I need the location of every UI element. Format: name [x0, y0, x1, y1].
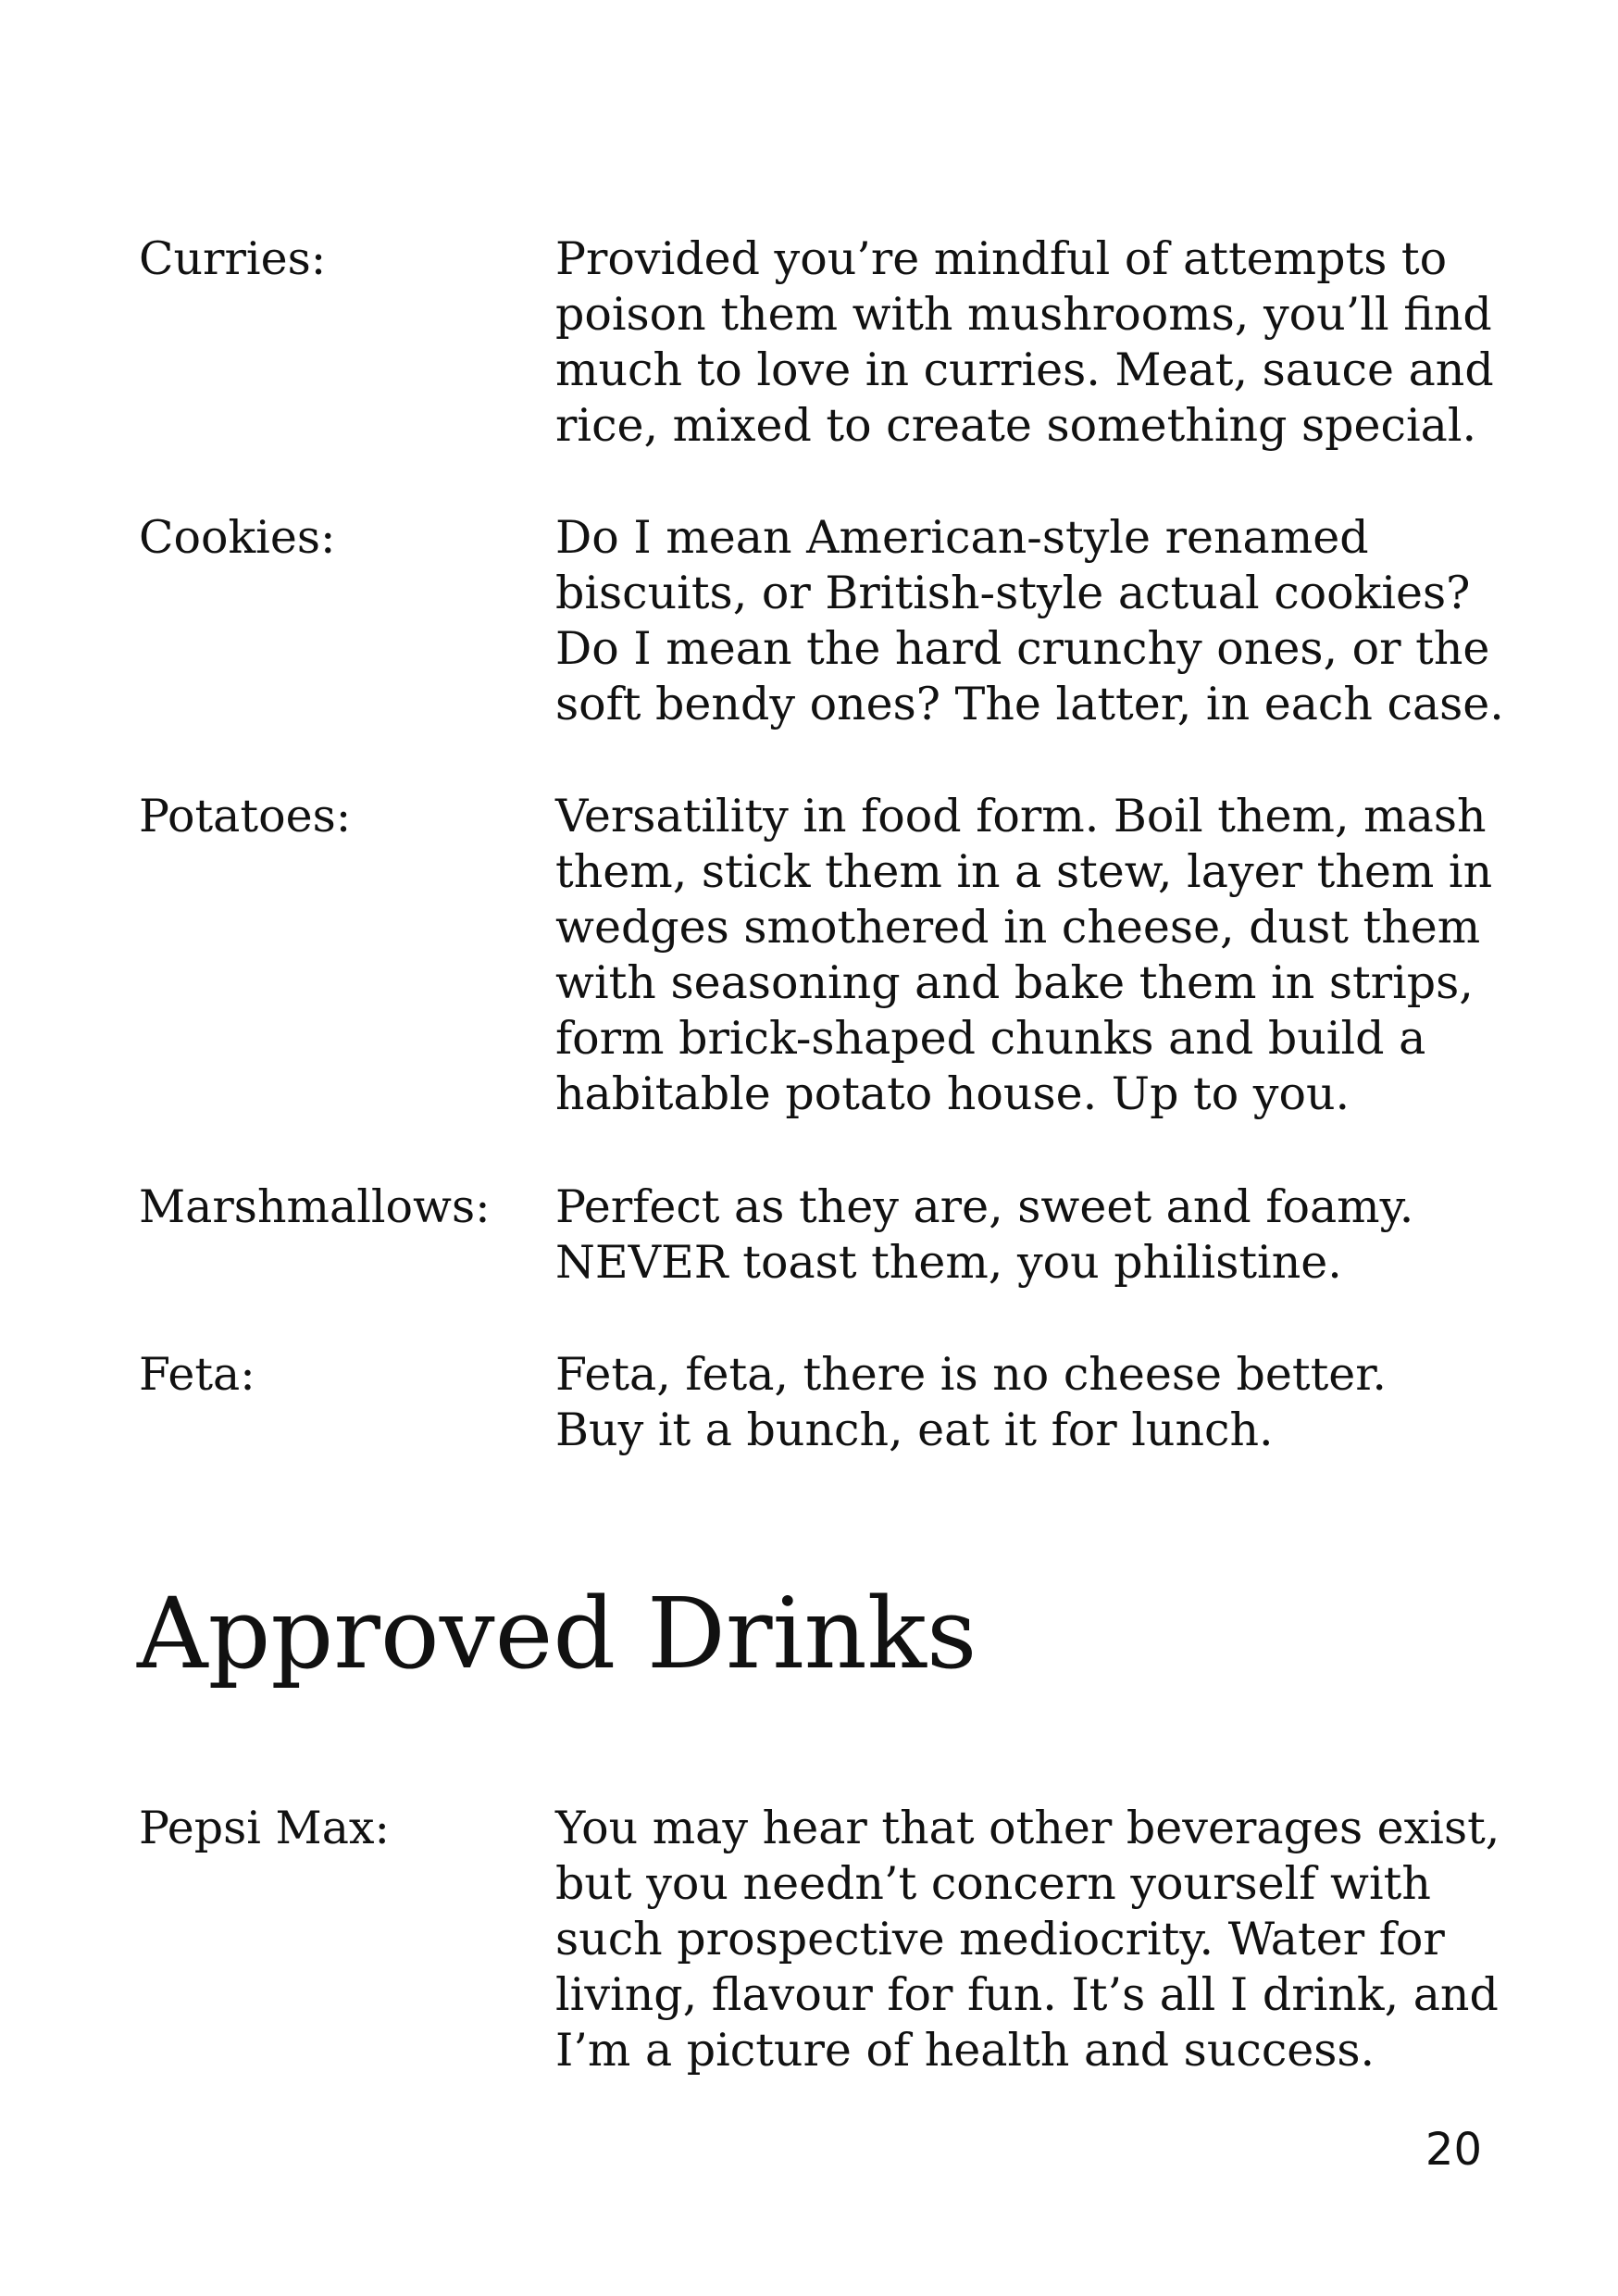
entry-line: Versatility in food form. Boil them, mash [555, 790, 1487, 842]
entry-line: Provided you’re mindful of attempts to [555, 232, 1448, 285]
entry-line: them, stick them in a stew, layer them in [555, 845, 1493, 898]
entry-line: Feta, feta, there is no cheese better. [555, 1348, 1387, 1401]
entry-description [555, 1347, 1490, 1458]
entry-label: Feta: [139, 1348, 255, 1401]
entry-line: NEVER toast them, you philistine. [555, 1236, 1342, 1289]
entry-line: I’m a picture of health and success. [555, 2024, 1375, 2077]
entry-description [555, 510, 1504, 732]
entry-label: Pepsi Max: [139, 1802, 391, 1854]
entry-line: Do I mean the hard crunchy ones, or the [555, 622, 1490, 675]
entry-line: but you needn’t concern yourself with [555, 1857, 1431, 1910]
entry-line: soft bendy ones? The latter, in each case. [555, 678, 1504, 730]
entry-line: such prospective mediocrity. Water for [555, 1913, 1445, 1965]
entry-line: Perfect as they are, sweet and foamy. [555, 1180, 1414, 1233]
entry-line: habitable potato house. Up to you. [555, 1067, 1350, 1120]
entry-line: wedges smothered in cheese, dust them [555, 901, 1481, 954]
entry-line: biscuits, or British-style actual cookies? [555, 567, 1471, 619]
entry-line: with seasoning and bake them in strips, [555, 956, 1474, 1009]
entry-label: Curries: [139, 232, 327, 285]
entry-description [555, 1179, 1490, 1291]
section-heading-approved-drinks: Approved Drinks [137, 1577, 977, 1691]
entry-description [555, 231, 1494, 454]
entry-line: rice, mixed to create something special. [555, 399, 1477, 452]
entry-description [555, 789, 1493, 1122]
entry-label: Potatoes: [139, 790, 352, 842]
entry-line: You may hear that other beverages exist, [555, 1802, 1500, 1854]
entry-label: Marshmallows: [139, 1180, 491, 1233]
entry-line: much to love in curries. Meat, sauce and [555, 343, 1494, 396]
entry-description [555, 1801, 1500, 2078]
entry-line: living, flavour for fun. It’s all I drink, and [555, 1968, 1499, 2021]
page-number: 20 [1425, 2124, 1482, 2176]
entry-label: Cookies: [139, 511, 336, 564]
entry-line: poison them with mushrooms, you’ll find [555, 288, 1492, 341]
entry-line: form brick-shaped chunks and build a [555, 1012, 1426, 1065]
entry-line: Do I mean American-style renamed [555, 511, 1369, 564]
entry-line: Buy it a bunch, eat it for lunch. [555, 1404, 1274, 1456]
